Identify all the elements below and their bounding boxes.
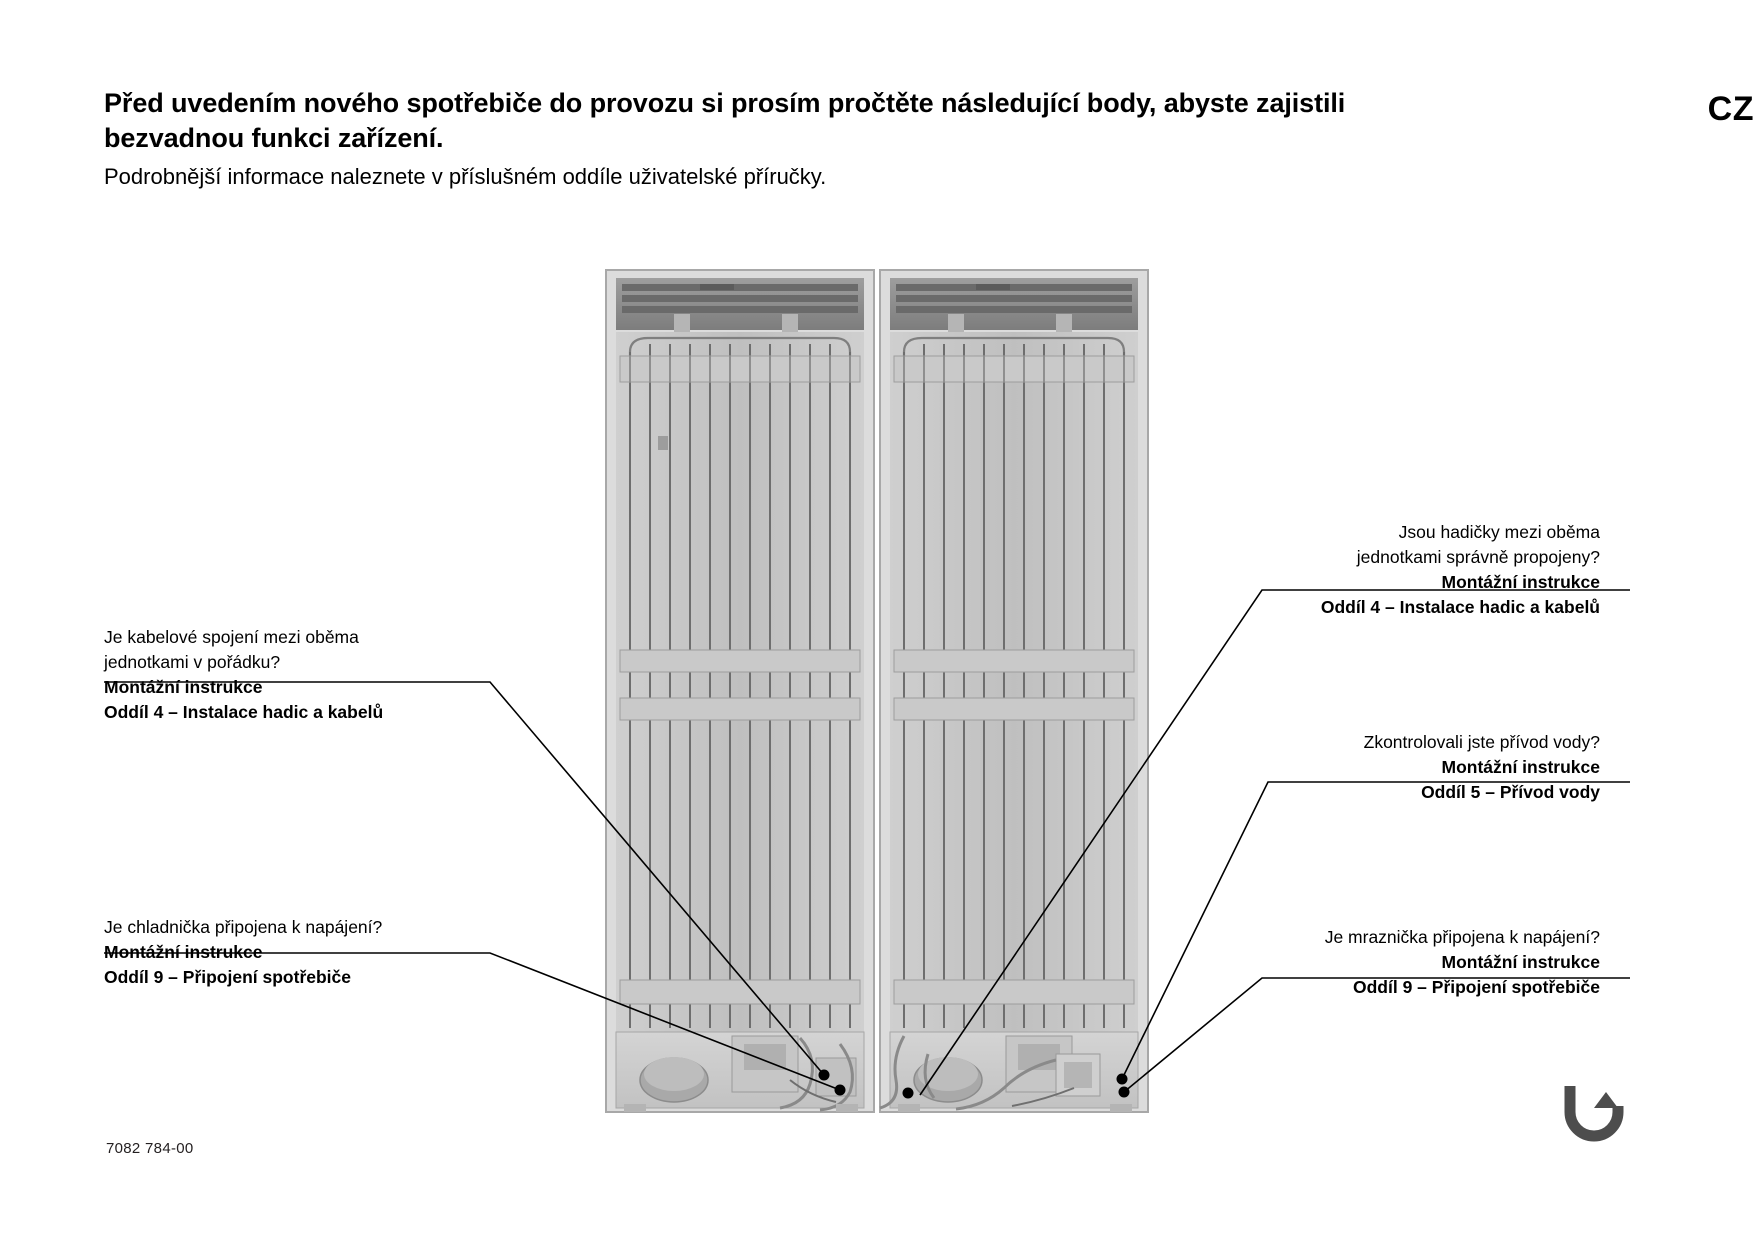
document-code: 7082 784-00 [106,1140,194,1157]
callout-cables [104,625,383,724]
callout-freezer-power [1325,925,1600,1000]
language-badge: CZ [1707,90,1754,128]
callout-freezer-power-ref-section: Oddíl 9 – Připojení spotřebiče [1353,976,1600,997]
callout-cables-ref-section: Oddíl 4 – Instalace hadic a kabelů [104,701,384,722]
callout-fridge-power-ref-section: Oddíl 9 – Připojení spotřebiče [104,966,351,987]
appliance-illustration [604,268,1150,1114]
page-title: Před uvedením nového spotřebiče do provozu si prosím pročtěte následující body, abyste zajistili bezvadnou funkci zařízení. [104,88,1346,153]
callout-water-supply-ref-title: Montážní instrukce [1441,756,1600,777]
callout-hoses-question-line2: jednotkami správně propojeny? [1356,546,1600,567]
callout-water-supply-question: Zkontrolovali jste přívod vody? [1363,732,1600,752]
page-subtitle: Podrobnější informace naleznete v příslušném oddíle uživatelské příručky. [104,164,827,190]
callout-fridge-power-question: Je chladnička připojena k napájení? [104,917,383,937]
callout-fridge-power-ref-title: Montážní instrukce [104,941,263,962]
callout-hoses-ref-title: Montážní instrukce [1441,571,1600,592]
callout-fridge-power [104,915,382,990]
callout-water-supply-ref-section: Oddíl 5 – Přívod vody [1421,781,1600,802]
return-arrow-icon [1556,1082,1628,1162]
callout-freezer-power-question: Je mraznička připojena k napájení? [1324,927,1600,947]
callout-hoses [1321,520,1600,619]
callout-cables-question-line1: Je kabelové spojení mezi oběma [104,627,359,647]
callout-hoses-question-line1: Jsou hadičky mezi oběma [1398,522,1600,542]
callout-cables-ref-title: Montážní instrukce [104,676,263,697]
callout-hoses-ref-section: Oddíl 4 – Instalace hadic a kabelů [1320,596,1600,617]
callout-water-supply [1364,730,1600,805]
callout-freezer-power-ref-title: Montážní instrukce [1441,951,1600,972]
header [104,86,1494,192]
callout-cables-question-line2: jednotkami v pořádku? [104,651,281,672]
